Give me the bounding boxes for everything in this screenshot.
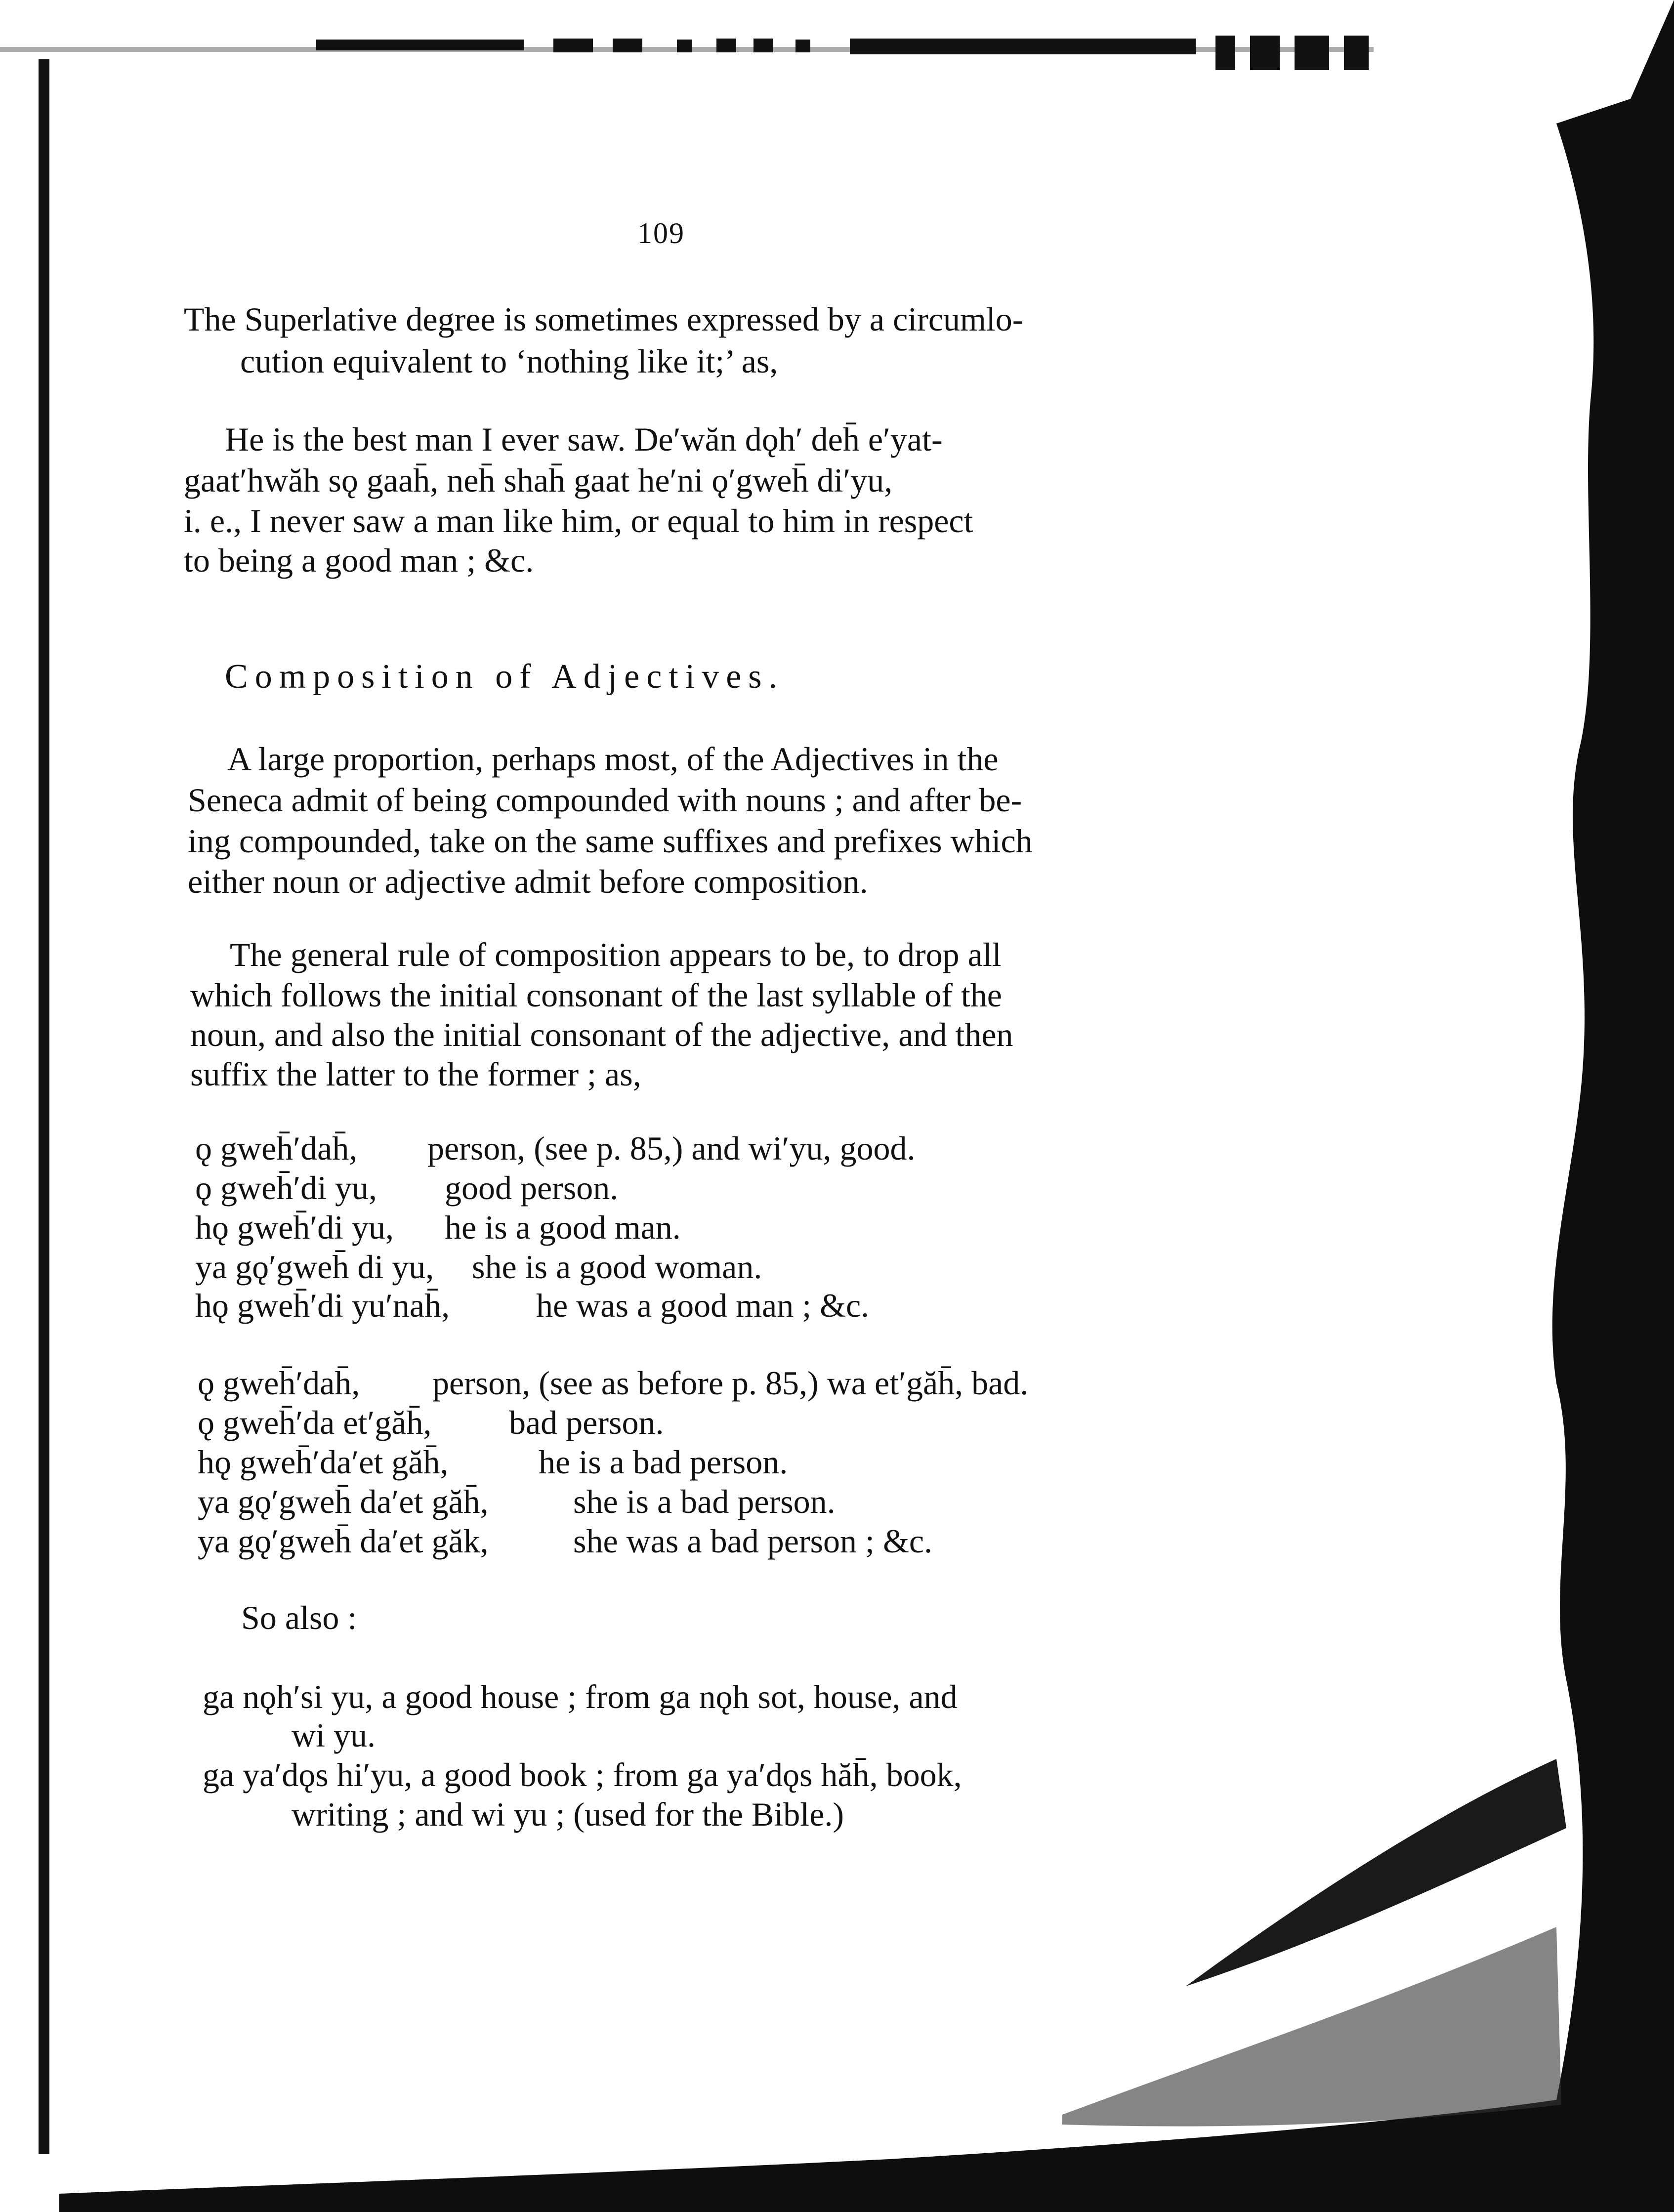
english-gloss: bad person. bbox=[509, 1404, 664, 1441]
superlative-line-1: The Superlative degree is sometimes expressed by a circumlo- bbox=[184, 300, 1024, 338]
seneca-term: ǫ gweh̄′dah̄, bbox=[195, 1129, 358, 1167]
seneca-term: ya gǫ′gweh̄ da′et găk, bbox=[198, 1522, 489, 1560]
list-item bbox=[195, 1210, 681, 1244]
para1-line-2: Seneca admit of being compounded with nouns ; and after be- bbox=[188, 781, 1022, 819]
list-item bbox=[198, 1485, 836, 1518]
superlative-line-2: cution equivalent to ‘nothing like it;’ as, bbox=[240, 342, 778, 380]
para2-line-4: suffix the latter to the former ; as, bbox=[190, 1055, 641, 1093]
section-heading: Composition of Adjectives. bbox=[225, 658, 785, 696]
seneca-term: ǫ gweh̄′da et′găh̄, bbox=[198, 1404, 432, 1441]
list-item bbox=[198, 1524, 932, 1558]
seneca-term: hǫ gweh̄′da′et găh̄, bbox=[198, 1443, 449, 1481]
compound-2-line-1: ga ya′dǫs hi′yu, a good book ; from ga ya′dǫs hăh̄, book, bbox=[203, 1756, 962, 1794]
para2-line-1: The general rule of composition appears to be, to drop all bbox=[230, 936, 1002, 973]
english-gloss: he is a good man. bbox=[445, 1209, 681, 1246]
top-edge-artifacts bbox=[0, 36, 1374, 70]
seneca-term: ǫ gweh̄′dah̄, bbox=[198, 1364, 360, 1402]
seneca-term: hǫ gweh̄′di yu, bbox=[195, 1209, 394, 1246]
list-item bbox=[195, 1171, 618, 1205]
para2-line-2: which follows the initial consonant of the last syllable of the bbox=[190, 976, 1002, 1014]
example-line-1: He is the best man I ever saw. De′wăn dǫh′ deh̄ e′yat- bbox=[225, 420, 943, 458]
seneca-term: ya gǫ′gweh̄ da′et găh̄, bbox=[198, 1483, 489, 1520]
list-item bbox=[198, 1445, 788, 1479]
example-line-2: gaat′hwăh sǫ gaah̄, neh̄ shah̄ gaat he′ni ǫ′gweh̄ di′yu, bbox=[184, 461, 893, 499]
english-gloss: he was a good man ; &c. bbox=[536, 1287, 870, 1324]
example-line-3: i. e., I never saw a man like him, or equal to him in respect bbox=[184, 502, 973, 540]
list-item bbox=[195, 1250, 762, 1284]
list-item bbox=[195, 1289, 869, 1322]
english-gloss: person, (see p. 85,) and wi′yu, good. bbox=[427, 1129, 916, 1167]
corner-shadow bbox=[1062, 1927, 1561, 2127]
page-number: 109 bbox=[637, 217, 685, 250]
english-gloss: she is a good woman. bbox=[472, 1248, 762, 1286]
seneca-term: ya gǫ′gweh̄ di yu, bbox=[195, 1248, 434, 1286]
english-gloss: she was a bad person ; &c. bbox=[573, 1522, 933, 1560]
seneca-term: hǫ gweh̄′di yu′nah̄, bbox=[195, 1287, 450, 1324]
list-item bbox=[198, 1366, 1028, 1400]
english-gloss: he is a bad person. bbox=[539, 1443, 788, 1481]
para1-line-3: ing compounded, take on the same suffixes and prefixes which bbox=[188, 822, 1033, 860]
compound-2-line-2: writing ; and wi yu ; (used for the Bible.) bbox=[292, 1795, 844, 1833]
english-gloss: good person. bbox=[445, 1169, 619, 1207]
list-item bbox=[195, 1131, 915, 1165]
example-line-4: to being a good man ; &c. bbox=[184, 542, 534, 579]
para1-line-1: A large proportion, perhaps most, of the Adjectives in the bbox=[227, 740, 999, 778]
para1-line-4: either noun or adjective admit before composition. bbox=[188, 863, 868, 900]
compound-1-line-2: wi yu. bbox=[292, 1716, 376, 1754]
list-item bbox=[198, 1406, 664, 1439]
para2-line-3: noun, and also the initial consonant of the adjective, and then bbox=[190, 1016, 1013, 1053]
english-gloss: she is a bad person. bbox=[573, 1483, 836, 1520]
so-also-label: So also : bbox=[241, 1599, 357, 1636]
left-binding-edge bbox=[39, 59, 49, 2154]
compound-1-line-1: ga nǫh′si yu, a good house ; from ga nǫh sot, house, and bbox=[203, 1678, 958, 1715]
english-gloss: person, (see as before p. 85,) wa et′găh̄, bad. bbox=[432, 1364, 1029, 1402]
seneca-term: ǫ gweh̄′di yu, bbox=[195, 1169, 377, 1207]
